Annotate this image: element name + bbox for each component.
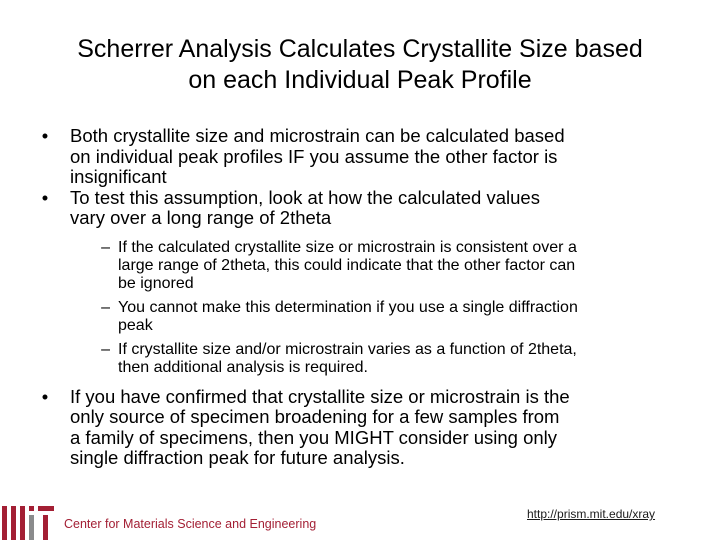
slide-title xyxy=(30,34,690,96)
sub-bullet-2 xyxy=(30,299,690,335)
center-name: Center for Materials Science and Engineering xyxy=(64,517,317,531)
slide-title-line-1: Scherrer Analysis Calculates Crystallite Size based xyxy=(77,35,643,63)
sub-bullet-3-line-1: If crystallite size and/or microstrain varies as a function of 2theta, xyxy=(118,340,577,358)
sub-bullet-1 xyxy=(30,239,690,293)
bullet-3-line-4: single diffraction peak for future analysis. xyxy=(70,447,405,468)
bullet-2-line-1: To test this assumption, look at how the calculated values xyxy=(70,186,540,208)
bullet-2-line-2: vary over a long range of 2theta xyxy=(70,207,332,228)
sub-bullet-3 xyxy=(30,341,690,377)
sub-bullet-marker: – xyxy=(101,238,110,256)
sub-bullet-3-line-2: then additional analysis is required. xyxy=(118,358,368,376)
sub-bullet-1-line-3: be ignored xyxy=(118,274,194,292)
sub-bullet-marker: – xyxy=(101,298,110,316)
slide-title-line-2: on each Individual Peak Profile xyxy=(188,66,532,94)
bullet-marker: • xyxy=(41,385,49,407)
bullet-1-line-1: Both crystallite size and microstrain can be calculated based xyxy=(70,125,565,146)
mit-logo xyxy=(0,506,56,540)
bullet-3 xyxy=(30,387,690,469)
bullet-1-line-3: insignificant xyxy=(70,166,167,187)
sub-bullet-2-line-2: peak xyxy=(118,316,153,334)
footer-url-link[interactable]: http://prism.mit.edu/xray xyxy=(527,507,656,521)
sub-bullet-1-line-1: If the calculated crystallite size or microstrain is consistent over a xyxy=(118,238,577,256)
bullet-marker: • xyxy=(41,125,49,146)
bullet-3-line-1: If you have confirmed that crystallite size or microstrain is the xyxy=(70,385,570,407)
bullet-3-line-3: a family of specimens, then you MIGHT consider using only xyxy=(70,426,558,448)
sub-bullet-marker: – xyxy=(101,340,110,358)
bullet-1-line-2: on individual peak profiles IF you assume the other factor is xyxy=(70,145,558,167)
sub-bullet-2-line-1: You cannot make this determination if you use a single diffraction xyxy=(118,298,578,316)
slide-body xyxy=(30,126,690,469)
bullet-3-line-2: only source of specimen broadening for a few samples from xyxy=(70,406,560,427)
bullet-1 xyxy=(30,126,690,188)
bullet-marker: • xyxy=(41,186,49,208)
bullet-2 xyxy=(30,188,690,229)
sub-bullet-1-line-2: large range of 2theta, this could indicate that the other factor can xyxy=(118,256,576,274)
